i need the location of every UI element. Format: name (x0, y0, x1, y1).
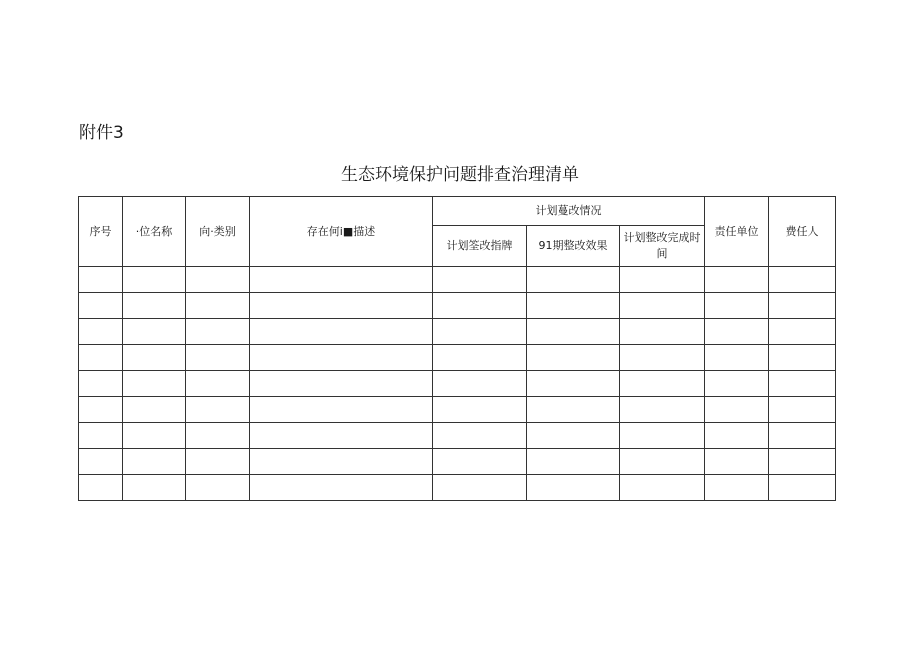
cell-category (186, 371, 250, 397)
table-body (79, 267, 836, 501)
header-expected-effect: 91期整改效果 (527, 226, 620, 267)
cell-description (250, 449, 433, 475)
table-header (79, 197, 836, 267)
cell-responsible-unit (705, 267, 769, 293)
header-unit-name: ·位名称 (123, 197, 186, 267)
cell-deadline (620, 319, 705, 345)
table-row (79, 345, 836, 371)
table-row (79, 293, 836, 319)
cell-responsible-person (769, 267, 836, 293)
cell-category (186, 449, 250, 475)
table-row (79, 475, 836, 501)
cell-deadline (620, 449, 705, 475)
table-row (79, 423, 836, 449)
cell-deadline (620, 423, 705, 449)
cell-plan-measures (433, 319, 527, 345)
cell-responsible-unit (705, 397, 769, 423)
cell-expected-effect (527, 397, 620, 423)
cell-responsible-person (769, 371, 836, 397)
cell-deadline (620, 293, 705, 319)
header-plan-group: 计划蔓改情况 (433, 197, 705, 226)
cell-unit-name (123, 449, 186, 475)
cell-responsible-person (769, 319, 836, 345)
header-deadline: 计划整改完成时间 (620, 226, 705, 267)
cell-unit-name (123, 267, 186, 293)
cell-plan-measures (433, 423, 527, 449)
cell-seq (79, 475, 123, 501)
cell-responsible-person (769, 293, 836, 319)
cell-description (250, 345, 433, 371)
cell-seq (79, 293, 123, 319)
cell-plan-measures (433, 397, 527, 423)
cell-category (186, 475, 250, 501)
cell-responsible-person (769, 423, 836, 449)
document-title: 生态环境保护问题排查治理清单 (341, 165, 579, 185)
cell-seq (79, 423, 123, 449)
cell-deadline (620, 475, 705, 501)
cell-responsible-unit (705, 319, 769, 345)
cell-deadline (620, 397, 705, 423)
cell-category (186, 423, 250, 449)
issue-list-table (78, 196, 836, 501)
cell-seq (79, 319, 123, 345)
cell-description (250, 293, 433, 319)
cell-category (186, 267, 250, 293)
cell-unit-name (123, 475, 186, 501)
cell-deadline (620, 267, 705, 293)
cell-seq (79, 397, 123, 423)
cell-responsible-unit (705, 423, 769, 449)
cell-description (250, 319, 433, 345)
cell-plan-measures (433, 293, 527, 319)
header-plan-measures: 计划筌改指牌 (433, 226, 527, 267)
cell-responsible-person (769, 449, 836, 475)
table-row (79, 449, 836, 475)
cell-plan-measures (433, 371, 527, 397)
cell-responsible-person (769, 397, 836, 423)
cell-responsible-unit (705, 475, 769, 501)
cell-responsible-unit (705, 345, 769, 371)
cell-seq (79, 345, 123, 371)
cell-unit-name (123, 293, 186, 319)
cell-description (250, 423, 433, 449)
cell-unit-name (123, 345, 186, 371)
cell-deadline (620, 371, 705, 397)
cell-category (186, 293, 250, 319)
table-row (79, 397, 836, 423)
cell-responsible-person (769, 475, 836, 501)
cell-category (186, 397, 250, 423)
cell-seq (79, 449, 123, 475)
cell-description (250, 371, 433, 397)
cell-responsible-unit (705, 371, 769, 397)
cell-deadline (620, 345, 705, 371)
table-row (79, 319, 836, 345)
cell-expected-effect (527, 293, 620, 319)
cell-seq (79, 267, 123, 293)
header-responsible-unit: 责任单位 (705, 197, 769, 267)
header-seq: 序号 (79, 197, 123, 267)
cell-seq (79, 371, 123, 397)
cell-unit-name (123, 423, 186, 449)
cell-category (186, 345, 250, 371)
cell-expected-effect (527, 319, 620, 345)
cell-responsible-unit (705, 449, 769, 475)
table-row (79, 267, 836, 293)
cell-plan-measures (433, 345, 527, 371)
cell-expected-effect (527, 423, 620, 449)
header-category: 向·类别 (186, 197, 250, 267)
table-row (79, 371, 836, 397)
cell-description (250, 397, 433, 423)
cell-description (250, 267, 433, 293)
cell-plan-measures (433, 267, 527, 293)
attachment-label: 附件3 (79, 123, 124, 143)
cell-unit-name (123, 319, 186, 345)
cell-category (186, 319, 250, 345)
cell-plan-measures (433, 449, 527, 475)
header-responsible-person: 费任人 (769, 197, 836, 267)
cell-expected-effect (527, 475, 620, 501)
header-description: 存在何i■描述 (250, 197, 433, 267)
cell-unit-name (123, 397, 186, 423)
cell-unit-name (123, 371, 186, 397)
cell-expected-effect (527, 371, 620, 397)
cell-responsible-person (769, 345, 836, 371)
cell-plan-measures (433, 475, 527, 501)
cell-responsible-unit (705, 293, 769, 319)
cell-expected-effect (527, 345, 620, 371)
cell-description (250, 475, 433, 501)
cell-expected-effect (527, 449, 620, 475)
cell-expected-effect (527, 267, 620, 293)
